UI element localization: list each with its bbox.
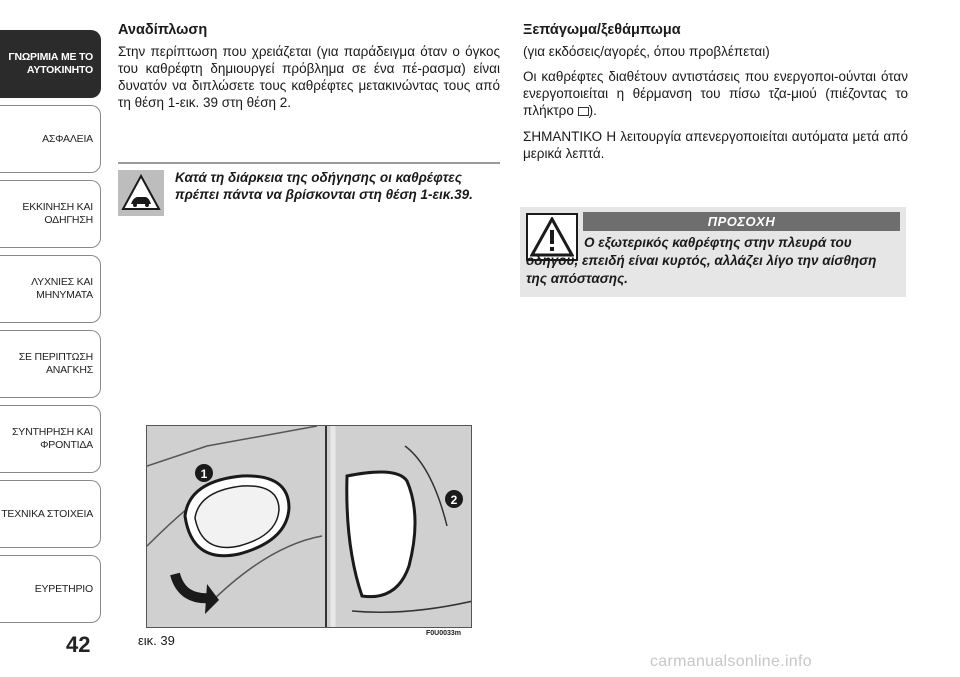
defrost-body-text: Οι καθρέφτες διαθέτουν αντιστάσεις που ενεργοποι-ούνται όταν ενεργοποιείται η θέρμανση του πίσω τζα-μιού (πιέζοντας το πλήκτρο (523, 69, 908, 118)
warning-box (520, 207, 906, 297)
section-heading-defrost: Ξεπάγωμα/ξεθάμπωμα (523, 22, 681, 38)
tab-label-line1: ΤΕΧΝΙΚΑ ΣΤΟΙΧΕΙΑ (1, 507, 93, 520)
tab-safety[interactable] (0, 105, 101, 173)
warning-title: ΠΡΟΣΟΧΗ (583, 212, 900, 231)
tab-label-line1: ΕΚΚΙΝΗΣΗ ΚΑΙ (22, 201, 93, 213)
folding-section (118, 22, 500, 120)
tab-label-line1: ΑΣΦΑΛΕΙΑ (42, 132, 93, 145)
tab-emergency[interactable] (0, 330, 101, 398)
callout-1: 1 (200, 467, 208, 481)
defrost-body (523, 68, 908, 119)
tab-getting-to-know-car[interactable] (0, 30, 101, 98)
tab-label-line1: ΛΥΧΝΙΕΣ ΚΑΙ (31, 276, 93, 288)
figure-caption: εικ. 39 (138, 633, 175, 648)
mirror-illustration (147, 426, 472, 628)
car-warning-icon (118, 170, 164, 216)
warning-text: Ο εξωτερικός καθρέφτης στην πλευρά του οδηγού, επειδή είναι κυρτός, αλλάζει λίγο την αίσθηση της απόστασης. (526, 235, 877, 286)
important-note: ΣΗΜΑΝΤΙΚΟ Η λειτουργία απενεργοποιείται αυτόματα μετά από μερικά λεπτά. (523, 129, 908, 161)
tab-maintenance[interactable] (0, 405, 101, 473)
tab-label-line2: ΑΝΑΓΚΗΣ (45, 364, 93, 376)
tab-warning-lights[interactable] (0, 255, 101, 323)
tab-technical-data[interactable] (0, 480, 101, 548)
section-tabs (0, 0, 103, 677)
tab-index[interactable] (0, 555, 101, 623)
tab-label-line2: ΜΗΝΥΜΑΤΑ (36, 289, 93, 301)
tab-label-line2: ΦΡΟΝΤΙΔΑ (40, 439, 93, 451)
tab-starting-driving[interactable] (0, 180, 101, 248)
note-divider (118, 162, 500, 164)
folding-body: Στην περίπτωση που χρειάζεται (για παράδειγμα όταν ο όγκος του καθρέφτη δημιουργεί πρόβλημα σε ένα πέ-ρασμα) είναι δυνατόν να διπλώσετε τους καθρέφτες μετακινώντας τους από τη θέση 1-εικ. 39 στη θέση 2. (118, 44, 500, 110)
watermark: carmanualsonline.info (650, 653, 812, 670)
tab-label-line2: ΑΥΤΟΚΙΝΗΤΟ (26, 64, 93, 76)
driving-note: Κατά τη διάρκεια της οδήγησης οι καθρέφτες πρέπει πάντα να βρίσκονται στη θέση 1-εικ.39. (175, 170, 473, 202)
tab-label-line1: ΕΥΡΕΤΗΡΙΟ (34, 582, 93, 595)
defrost-body-end: ). (588, 103, 597, 118)
page-number: 42 (66, 632, 91, 657)
tab-label-line1: ΣΥΝΤΗΡΗΣΗ ΚΑΙ (12, 426, 93, 438)
defrost-section (523, 22, 908, 171)
tab-label-line2: ΟΔΗΓΗΣΗ (44, 214, 93, 226)
tab-label-line1: ΓΝΩΡΙΜΙΑ ΜΕ ΤΟ (8, 51, 93, 63)
tab-label-line1: ΣΕ ΠΕΡΙΠΤΩΣΗ (18, 351, 93, 363)
defrost-subheading: (για εκδόσεις/αγορές, όπου προβλέπεται) (523, 44, 770, 59)
callout-2: 2 (450, 493, 458, 507)
mirror-figure (146, 425, 472, 628)
figure-code: F0U0033m (426, 630, 462, 637)
section-heading-folding: Αναδίπλωση (118, 22, 208, 38)
rear-window-heater-icon (578, 107, 589, 116)
